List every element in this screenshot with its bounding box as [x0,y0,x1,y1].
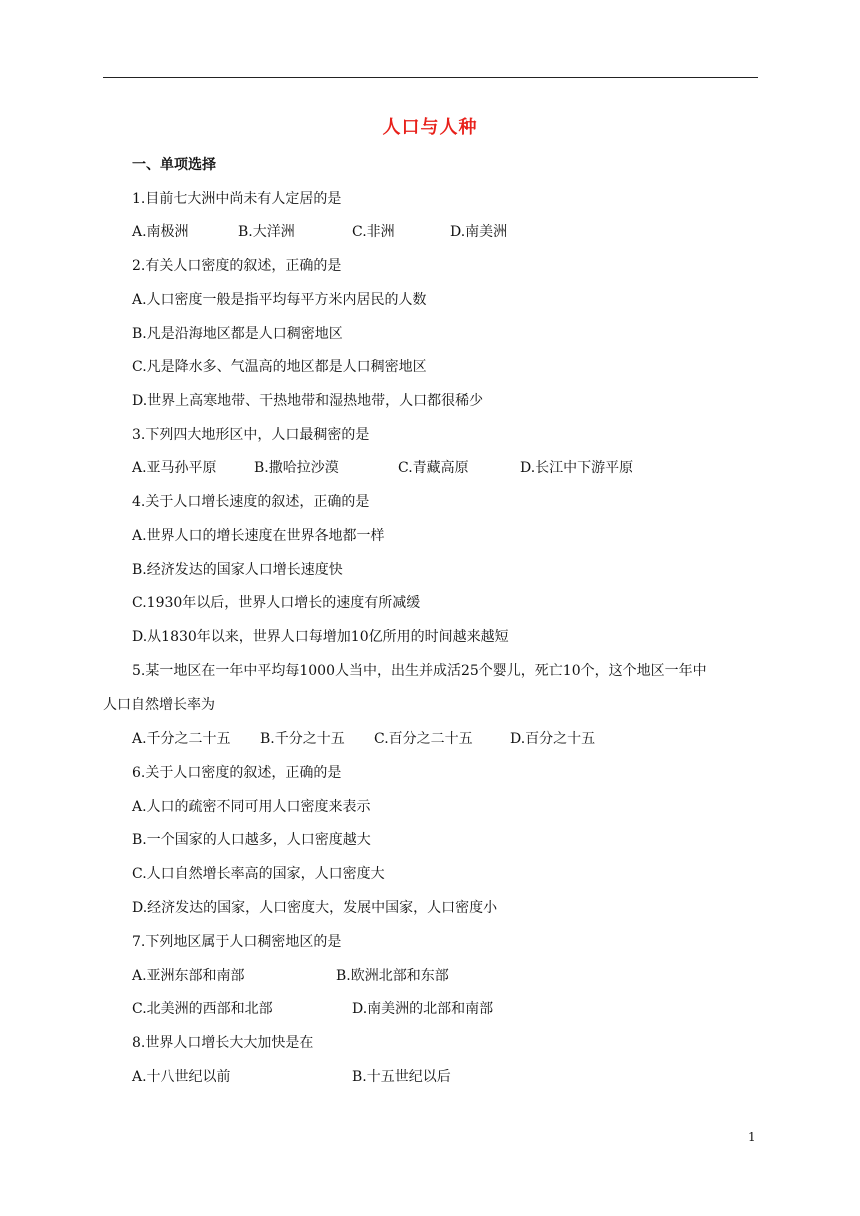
option-d: D.南美洲 [450,224,508,240]
question-4-option-b: B.经济发达的国家人口增长速度快 [132,562,343,578]
question-2-stem: 2.有关人口密度的叙述，正确的是 [132,258,342,274]
question-4-option-a: A.世界人口的增长速度在世界各地都一样 [132,528,385,544]
option-c: C.非洲 [352,224,395,240]
question-5-stem: 5.某一地区在一年中平均每1000人当中，出生并成活25个婴儿，死亡10个，这个地区一年中 [132,663,707,679]
option-c: C.百分之二十五 [374,731,473,747]
option-d: D.长江中下游平原 [520,460,634,476]
question-6-option-b: B.一个国家的人口越多，人口密度越大 [132,832,371,848]
option-a: A.千分之二十五 [132,731,231,747]
option-b: B.十五世纪以后 [352,1069,451,1085]
question-3-stem: 3.下列四大地形区中，人口最稠密的是 [132,427,370,443]
question-2-option-c: C.凡是降水多、气温高的地区都是人口稠密地区 [132,359,427,375]
option-d: D.百分之十五 [510,731,596,747]
question-6-option-d: D.经济发达的国家，人口密度大，发展中国家，人口密度小 [132,900,498,916]
page-title: 人口与人种 [382,117,478,138]
section-heading: 一、单项选择 [132,157,216,173]
option-b: B.欧洲北部和东部 [336,968,449,984]
question-2-option-b: B.凡是沿海地区都是人口稠密地区 [132,326,343,342]
question-2-option-a: A.人口密度一般是指平均每平方米内居民的人数 [132,292,427,308]
option-a: A.亚洲东部和南部 [132,968,245,984]
option-a: A.十八世纪以前 [132,1069,231,1085]
question-4-option-c: C.1930年以后，世界人口增长的速度有所减缓 [132,595,421,611]
option-c: C.北美洲的西部和北部 [132,1001,273,1017]
option-c: C.青藏高原 [398,460,469,476]
option-d: D.南美洲的北部和南部 [352,1001,494,1017]
option-a: A.南极洲 [132,224,189,240]
question-6-option-c: C.人口自然增长率高的国家，人口密度大 [132,866,385,882]
question-6-stem: 6.关于人口密度的叙述，正确的是 [132,765,342,781]
question-2-option-d: D.世界上高寒地带、干热地带和湿热地带，人口都很稀少 [132,393,484,409]
question-4-stem: 4.关于人口增长速度的叙述，正确的是 [132,494,370,510]
question-5-stem-continued: 人口自然增长率为 [103,697,215,713]
question-4-option-d: D.从1830年以来，世界人口每增加10亿所用的时间越来越短 [132,629,509,645]
header-rule [103,77,758,78]
question-6-option-a: A.人口的疏密不同可用人口密度来表示 [132,799,371,815]
question-8-stem: 8.世界人口增长大大加快是在 [132,1035,314,1051]
question-7-stem: 7.下列地区属于人口稠密地区的是 [132,934,342,950]
option-b: B.撒哈拉沙漠 [254,460,339,476]
question-1-stem: 1.目前七大洲中尚未有人定居的是 [132,191,342,207]
option-b: B.大洋洲 [238,224,295,240]
page-number: 1 [748,1130,756,1144]
option-a: A.亚马孙平原 [132,460,217,476]
option-b: B.千分之十五 [260,731,345,747]
